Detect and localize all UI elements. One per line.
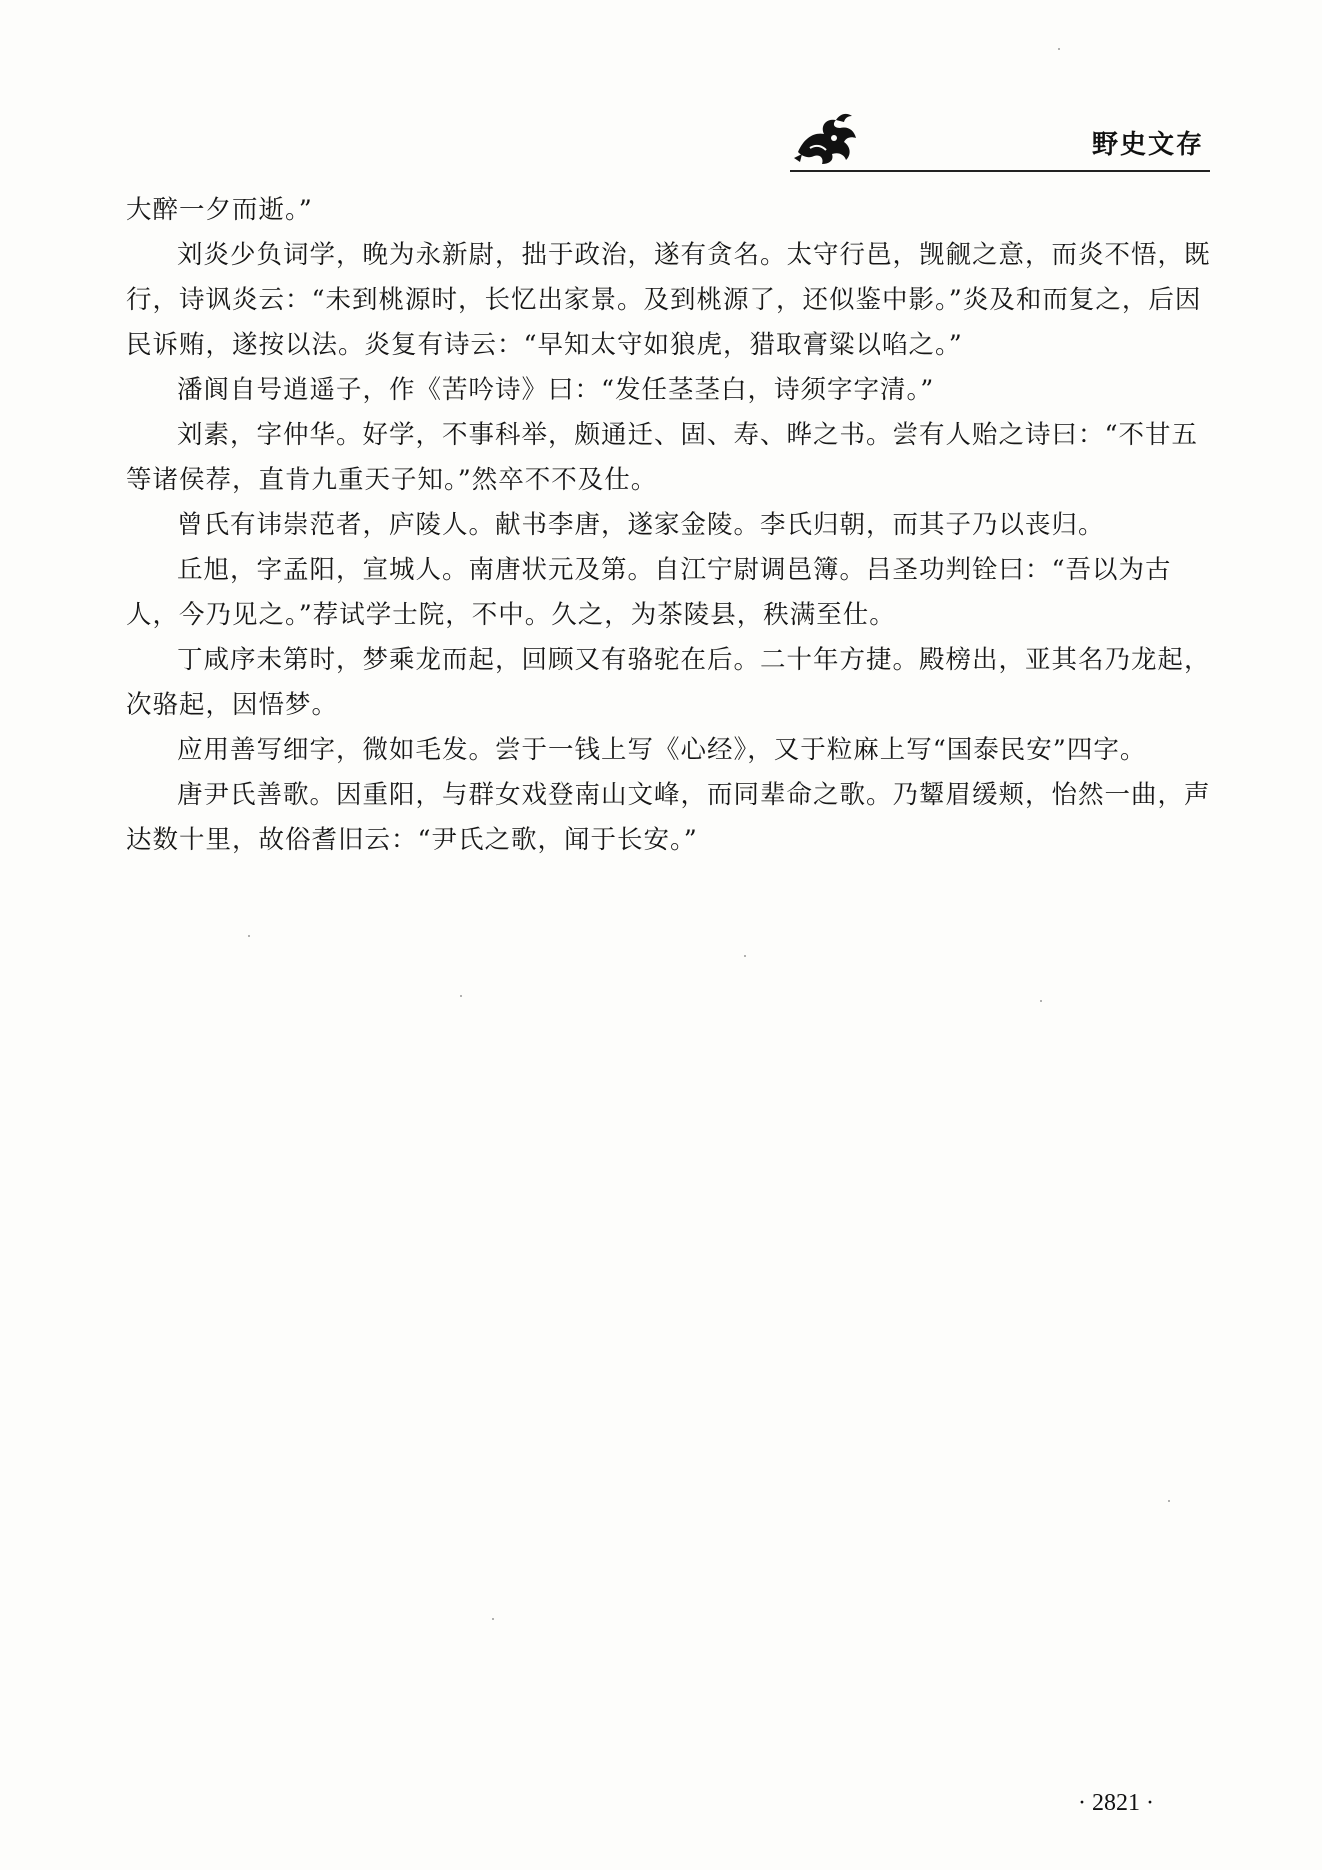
paragraph: 应用善写细字，微如毛发。尝于一钱上写《心经》，又于粒麻上写“国泰民安”四字。 — [177, 735, 1147, 765]
scan-speck — [744, 955, 746, 957]
running-header — [790, 104, 1210, 174]
scan-speck — [1058, 48, 1060, 50]
paragraph: 丘旭，字孟阳，宣城人。南唐状元及第。自江宁尉调邑簿。吕圣功判铨曰：“吾以为古人，今乃见之。”荐试学士院，不中。久之，为茶陵县，秩满至仕。 — [126, 555, 1172, 630]
scan-speck — [248, 935, 250, 937]
paragraph: 刘素，字仲华。好学，不事科举，颇通迁、固、寿、晔之书。尝有人贻之诗曰：“不甘五等诸侯荐，直肯九重天子知。”然卒不不及仕。 — [126, 420, 1199, 495]
paragraph-continuation: 大醉一夕而逝。” — [126, 195, 313, 225]
paragraph: 潘阆自号逍遥子，作《苦吟诗》曰：“发任茎茎白，诗须字字清。” — [177, 375, 935, 405]
body-text — [126, 188, 1214, 863]
paragraph: 曾氏有讳崇范者，庐陵人。献书李唐，遂家金陵。李氏归朝，而其子乃以丧归。 — [177, 510, 1105, 540]
scan-speck — [492, 1618, 494, 1620]
paragraph: 唐尹氏善歌。因重阳，与群女戏登南山文峰，而同辈命之歌。乃颦眉缓颊，怡然一曲，声达数十里，故俗耆旧云：“尹氏之歌，闻于长安。” — [126, 780, 1211, 855]
page-number: · 2821 · — [1078, 1790, 1154, 1816]
scan-speck — [1040, 1000, 1042, 1002]
header-title: 野史文存 — [1091, 130, 1204, 160]
paragraph: 刘炎少负词学，晚为永新尉，拙于政治，遂有贪名。太守行邑，觊觎之意，而炎不悟，既行，诗讽炎云：“未到桃源时，长忆出家景。及到桃源了，还似鉴中影。”炎及和而复之，后因民诉贿，遂按以法。炎复有诗云：“早知太守如狼虎，猎取膏粱以啗之。” — [126, 240, 1211, 360]
header-rule — [790, 170, 1210, 172]
dragon-emblem-icon — [790, 108, 864, 168]
scan-speck — [1168, 1500, 1170, 1502]
paragraph: 丁咸序未第时，梦乘龙而起，回顾又有骆驼在后。二十年方捷。殿榜出，亚其名乃龙起，次骆起，因悟梦。 — [126, 645, 1211, 720]
scan-speck — [460, 995, 462, 997]
